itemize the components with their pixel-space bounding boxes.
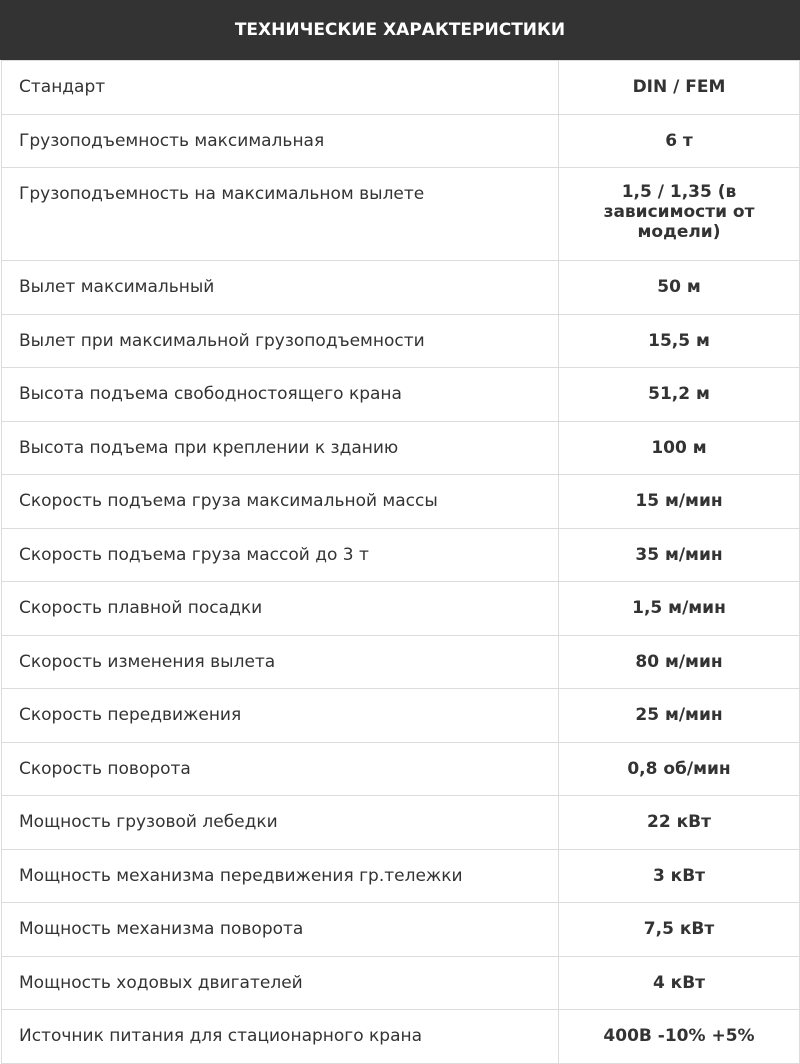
table-row bbox=[2, 796, 800, 850]
spec-value: 25 м/мин bbox=[559, 689, 800, 743]
spec-value: DIN / FEM bbox=[559, 61, 800, 115]
spec-name: Скорость подъема груза массой до 3 т bbox=[2, 528, 559, 582]
spec-name: Источник питания для стационарного крана bbox=[2, 1010, 559, 1064]
table-row bbox=[2, 368, 800, 422]
table-row bbox=[2, 168, 800, 261]
spec-name: Грузоподъемность на максимальном вылете bbox=[2, 168, 559, 261]
table-row bbox=[2, 742, 800, 796]
spec-value: 6 т bbox=[559, 114, 800, 168]
spec-value: 15 м/мин bbox=[559, 475, 800, 529]
spec-value: 3 кВт bbox=[559, 849, 800, 903]
table-row bbox=[2, 1010, 800, 1064]
table-header bbox=[0, 0, 800, 60]
spec-name: Мощность механизма поворота bbox=[2, 903, 559, 957]
table-row bbox=[2, 956, 800, 1010]
spec-name: Скорость плавной посадки bbox=[2, 582, 559, 636]
spec-name: Стандарт bbox=[2, 61, 559, 115]
spec-value: 1,5 м/мин bbox=[559, 582, 800, 636]
table-row bbox=[2, 903, 800, 957]
table-row bbox=[2, 61, 800, 115]
table-row bbox=[2, 582, 800, 636]
spec-value: 22 кВт bbox=[559, 796, 800, 850]
spec-value: 7,5 кВт bbox=[559, 903, 800, 957]
table-title: ТЕХНИЧЕСКИЕ ХАРАКТЕРИСТИКИ bbox=[234, 20, 566, 40]
table-row bbox=[2, 528, 800, 582]
table-row bbox=[2, 475, 800, 529]
spec-name: Высота подъема свободностоящего крана bbox=[2, 368, 559, 422]
spec-name: Вылет при максимальной грузоподъемности bbox=[2, 314, 559, 368]
spec-name: Вылет максимальный bbox=[2, 261, 559, 315]
spec-name: Скорость изменения вылета bbox=[2, 635, 559, 689]
spec-value: 80 м/мин bbox=[559, 635, 800, 689]
specs-table bbox=[1, 60, 800, 1064]
spec-value: 51,2 м bbox=[559, 368, 800, 422]
table-row bbox=[2, 261, 800, 315]
spec-value: 400В -10% +5% bbox=[559, 1010, 800, 1064]
table-row bbox=[2, 421, 800, 475]
table-row bbox=[2, 689, 800, 743]
table-row bbox=[2, 849, 800, 903]
spec-name: Грузоподъемность максимальная bbox=[2, 114, 559, 168]
spec-name: Скорость передвижения bbox=[2, 689, 559, 743]
spec-value: 15,5 м bbox=[559, 314, 800, 368]
spec-value: 0,8 об/мин bbox=[559, 742, 800, 796]
spec-value: 100 м bbox=[559, 421, 800, 475]
table-row bbox=[2, 114, 800, 168]
spec-value: 4 кВт bbox=[559, 956, 800, 1010]
spec-name: Скорость поворота bbox=[2, 742, 559, 796]
spec-value: 1,5 / 1,35 (в зависимости от модели) bbox=[559, 168, 800, 261]
spec-name: Мощность механизма передвижения гр.тележки bbox=[2, 849, 559, 903]
spec-name: Мощность ходовых двигателей bbox=[2, 956, 559, 1010]
spec-name: Скорость подъема груза максимальной массы bbox=[2, 475, 559, 529]
spec-name: Мощность грузовой лебедки bbox=[2, 796, 559, 850]
spec-value: 50 м bbox=[559, 261, 800, 315]
table-row bbox=[2, 314, 800, 368]
spec-name: Высота подъема при креплении к зданию bbox=[2, 421, 559, 475]
spec-value: 35 м/мин bbox=[559, 528, 800, 582]
table-row bbox=[2, 635, 800, 689]
